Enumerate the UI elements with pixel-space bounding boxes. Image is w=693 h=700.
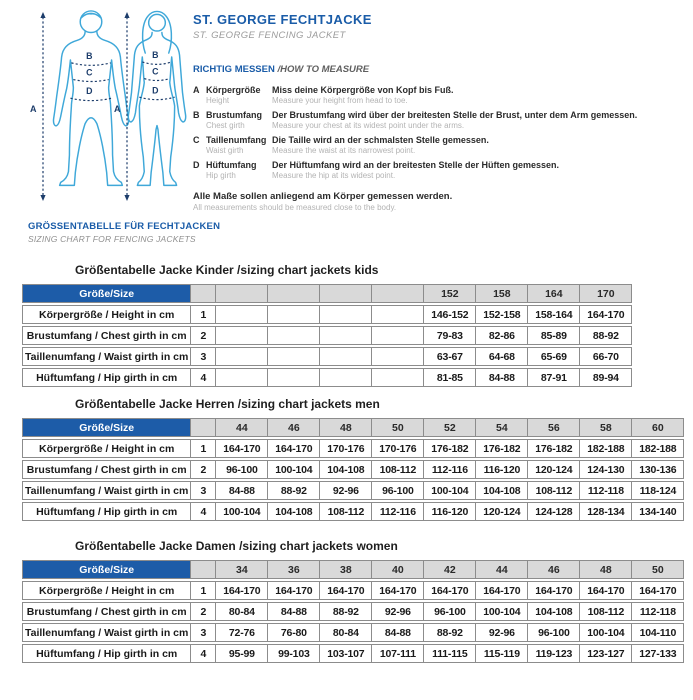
size-value-cell: 115-119 <box>476 644 528 663</box>
size-value-cell: 84-88 <box>268 602 320 621</box>
size-value-cell: 96-100 <box>372 481 424 500</box>
item-desc-en: Measure your height from head to toe. <box>272 96 408 105</box>
women-sizing-table <box>22 558 684 665</box>
size-value-cell: 112-118 <box>632 602 684 621</box>
table-row <box>22 368 632 387</box>
size-value-cell: 108-112 <box>580 602 632 621</box>
size-value-cell: 89-94 <box>580 368 632 387</box>
size-value-cell: 103-107 <box>320 644 372 663</box>
size-value-cell: 81-85 <box>424 368 476 387</box>
height-label-male: A <box>30 104 37 114</box>
size-value-cell: 100-104 <box>268 460 320 479</box>
row-number-cell: 4 <box>191 368 216 387</box>
male-figure <box>53 11 128 185</box>
item-letter: D <box>193 160 200 170</box>
chest-label-female: B <box>152 49 159 60</box>
measure-note <box>193 192 685 212</box>
measurement-row-label: Körpergröße / Height in cm <box>22 581 191 600</box>
size-column-header: 158 <box>476 284 528 303</box>
male-chest-line <box>71 63 110 65</box>
size-value-cell: 124-128 <box>528 502 580 521</box>
size-value-cell: 88-92 <box>580 326 632 345</box>
size-header-row <box>22 284 632 303</box>
size-value-cell: 88-92 <box>268 481 320 500</box>
note-english: All measurements should be measured close to the body. <box>193 203 397 212</box>
male-hip-line <box>70 98 111 100</box>
size-column-header: 36 <box>268 560 320 579</box>
size-value-cell: 76-80 <box>268 623 320 642</box>
table-row <box>22 644 684 663</box>
row-number-cell: 1 <box>191 439 216 458</box>
size-value-cell: 88-92 <box>320 602 372 621</box>
size-value-cell: 164-170 <box>372 581 424 600</box>
kids-sizing-section <box>22 263 632 389</box>
size-column-header: 170 <box>580 284 632 303</box>
male-waist-line <box>73 80 108 82</box>
size-value-cell: 65-69 <box>528 347 580 366</box>
measurement-row-label: Körpergröße / Height in cm <box>22 439 191 458</box>
size-value-cell: 182-188 <box>632 439 684 458</box>
size-value-cell: 120-124 <box>476 502 528 521</box>
brand-header <box>193 12 372 41</box>
size-corner-header: Größe/Size <box>22 418 191 437</box>
size-value-cell: 170-176 <box>372 439 424 458</box>
chest-label-male: B <box>86 50 93 61</box>
measurement-row-label: Brustumfang / Chest girth in cm <box>22 326 191 345</box>
size-value-cell: 100-104 <box>216 502 268 521</box>
size-column-header: 54 <box>476 418 528 437</box>
men-table-title: Größentabelle Jacke Herren /sizing chart jackets men <box>75 397 380 411</box>
size-value-cell: 176-182 <box>424 439 476 458</box>
size-value-cell: 84-88 <box>372 623 424 642</box>
size-value-cell: 164-170 <box>476 581 528 600</box>
note-german: Alle Maße sollen anliegend am Körper gemessen werden. <box>193 191 453 202</box>
measure-item-waist <box>193 135 685 155</box>
size-value-cell <box>372 368 424 387</box>
item-term-de: Brustumfang <box>206 110 262 120</box>
size-value-cell: 96-100 <box>424 602 476 621</box>
size-value-cell: 128-134 <box>580 502 632 521</box>
heading-german: RICHTIG MESSEN <box>193 64 275 75</box>
size-value-cell: 87-91 <box>528 368 580 387</box>
size-column-header: 152 <box>424 284 476 303</box>
size-value-cell: 123-127 <box>580 644 632 663</box>
size-value-cell: 85-89 <box>528 326 580 345</box>
size-value-cell: 158-164 <box>528 305 580 324</box>
row-number-cell: 3 <box>191 347 216 366</box>
size-value-cell <box>216 305 268 324</box>
size-value-cell: 63-67 <box>424 347 476 366</box>
size-value-cell: 80-84 <box>320 623 372 642</box>
size-value-cell: 84-88 <box>476 368 528 387</box>
height-label-female: A <box>114 104 121 114</box>
table-row <box>22 502 684 521</box>
size-value-cell: 176-182 <box>528 439 580 458</box>
hip-label-male: D <box>86 86 93 97</box>
item-desc-en: Measure the waist at its narrowest point. <box>272 146 416 155</box>
size-value-cell: 92-96 <box>372 602 424 621</box>
size-value-cell: 164-170 <box>528 581 580 600</box>
size-value-cell: 104-108 <box>476 481 528 500</box>
size-value-cell: 96-100 <box>216 460 268 479</box>
size-column-header: 50 <box>372 418 424 437</box>
size-value-cell: 116-120 <box>424 502 476 521</box>
size-value-cell: 164-170 <box>320 581 372 600</box>
item-desc-de: Miss deine Körpergröße von Kopf bis Fuß. <box>272 85 454 95</box>
size-column-header: 40 <box>372 560 424 579</box>
size-value-cell: 152-158 <box>476 305 528 324</box>
size-value-cell <box>268 305 320 324</box>
size-value-cell: 100-104 <box>424 481 476 500</box>
row-number-cell: 1 <box>191 305 216 324</box>
size-value-cell: 82-86 <box>476 326 528 345</box>
size-value-cell: 108-112 <box>320 502 372 521</box>
heading-english: /HOW TO MEASURE <box>274 64 370 75</box>
size-column-header: 48 <box>320 418 372 437</box>
size-value-cell: 108-112 <box>528 481 580 500</box>
measurement-row-label: Taillenumfang / Waist girth in cm <box>22 623 191 642</box>
size-value-cell <box>320 326 372 345</box>
item-desc-en: Measure your chest at its widest point under the arms. <box>272 121 465 130</box>
size-value-cell: 119-123 <box>528 644 580 663</box>
table-row <box>22 581 684 600</box>
size-value-cell <box>216 347 268 366</box>
item-desc-de: Der Hüftumfang wird an der breitesten Stelle der Hüften gemessen. <box>272 160 560 170</box>
item-desc-de: Der Brustumfang wird über der breitesten Stelle der Brust, unter dem Arm gemessen. <box>272 110 638 120</box>
item-term-en: Chest girth <box>206 121 245 130</box>
size-value-cell <box>320 347 372 366</box>
sizing-chart-heading <box>28 221 220 244</box>
item-term-en: Height <box>206 96 230 105</box>
body-measurement-figures <box>18 6 193 206</box>
item-term-de: Körpergröße <box>206 85 261 95</box>
item-term-de: Taillenumfang <box>206 135 267 145</box>
size-header-row <box>22 560 684 579</box>
table-row <box>22 602 684 621</box>
measurement-row-label: Hüftumfang / Hip girth in cm <box>22 502 191 521</box>
female-waist-line <box>144 79 169 81</box>
hip-label-female: D <box>152 85 159 96</box>
row-number-header <box>191 284 216 303</box>
table-row <box>22 623 684 642</box>
item-letter: A <box>193 85 200 95</box>
size-value-cell: 79-83 <box>424 326 476 345</box>
size-value-cell: 100-104 <box>580 623 632 642</box>
size-value-cell: 164-170 <box>268 581 320 600</box>
size-value-cell: 104-108 <box>320 460 372 479</box>
item-desc-de: Die Taille wird an der schmalsten Stelle gemessen. <box>272 135 489 145</box>
size-column-header: 46 <box>268 418 320 437</box>
row-number-cell: 3 <box>191 623 216 642</box>
size-value-cell: 176-182 <box>476 439 528 458</box>
kids-sizing-table <box>22 282 632 389</box>
size-value-cell: 92-96 <box>320 481 372 500</box>
how-to-measure-section <box>193 64 685 212</box>
size-value-cell: 146-152 <box>424 305 476 324</box>
size-value-cell: 104-108 <box>528 602 580 621</box>
measurement-row-label: Taillenumfang / Waist girth in cm <box>22 481 191 500</box>
item-term-en: Hip girth <box>206 171 236 180</box>
size-value-cell <box>372 347 424 366</box>
size-value-cell: 164-170 <box>216 439 268 458</box>
measurement-row-label: Brustumfang / Chest girth in cm <box>22 602 191 621</box>
measurement-row-label: Brustumfang / Chest girth in cm <box>22 460 191 479</box>
size-corner-header: Größe/Size <box>22 284 191 303</box>
size-column-header: 42 <box>424 560 476 579</box>
row-number-cell: 2 <box>191 460 216 479</box>
size-value-cell <box>216 326 268 345</box>
size-value-cell: 118-124 <box>632 481 684 500</box>
size-column-header: 46 <box>528 560 580 579</box>
size-value-cell: 107-111 <box>372 644 424 663</box>
table-row <box>22 481 684 500</box>
size-column-header: 44 <box>216 418 268 437</box>
item-term-en: Waist girth <box>206 146 244 155</box>
page-subtitle: ST. GEORGE FENCING JACKET <box>193 30 346 41</box>
size-value-cell: 112-116 <box>372 502 424 521</box>
female-hair <box>143 11 172 53</box>
measurement-row-label: Hüftumfang / Hip girth in cm <box>22 368 191 387</box>
size-value-cell <box>216 368 268 387</box>
size-column-header <box>216 284 268 303</box>
item-letter: B <box>193 110 200 120</box>
size-column-header <box>372 284 424 303</box>
size-value-cell: 164-170 <box>268 439 320 458</box>
size-header-row <box>22 418 684 437</box>
row-number-cell: 3 <box>191 481 216 500</box>
size-value-cell: 80-84 <box>216 602 268 621</box>
page-title: ST. GEORGE FECHTJACKE <box>193 12 372 27</box>
size-value-cell: 88-92 <box>424 623 476 642</box>
how-to-measure-heading <box>193 64 685 75</box>
size-value-cell: 134-140 <box>632 502 684 521</box>
size-value-cell: 96-100 <box>528 623 580 642</box>
size-value-cell: 72-76 <box>216 623 268 642</box>
measure-item-hip <box>193 160 685 180</box>
size-value-cell: 164-170 <box>216 581 268 600</box>
size-value-cell: 130-136 <box>632 460 684 479</box>
size-value-cell: 120-124 <box>528 460 580 479</box>
size-value-cell: 127-133 <box>632 644 684 663</box>
size-value-cell: 100-104 <box>476 602 528 621</box>
size-column-header: 38 <box>320 560 372 579</box>
row-number-cell: 1 <box>191 581 216 600</box>
item-desc-en: Measure the hip at its widest point. <box>272 171 396 180</box>
size-value-cell: 170-176 <box>320 439 372 458</box>
size-value-cell: 112-118 <box>580 481 632 500</box>
size-column-header: 48 <box>580 560 632 579</box>
row-number-header <box>191 560 216 579</box>
table-row <box>22 347 632 366</box>
size-value-cell: 111-115 <box>424 644 476 663</box>
size-value-cell: 104-110 <box>632 623 684 642</box>
size-corner-header: Größe/Size <box>22 560 191 579</box>
table-row <box>22 439 684 458</box>
size-value-cell: 95-99 <box>216 644 268 663</box>
measurement-row-label: Hüftumfang / Hip girth in cm <box>22 644 191 663</box>
row-number-cell: 4 <box>191 502 216 521</box>
item-term-de: Hüftumfang <box>206 160 257 170</box>
table-row <box>22 326 632 345</box>
size-value-cell <box>320 368 372 387</box>
waist-label-female: C <box>152 66 159 77</box>
size-value-cell: 66-70 <box>580 347 632 366</box>
item-letter: C <box>193 135 200 145</box>
size-column-header: 44 <box>476 560 528 579</box>
measure-item-height <box>193 85 685 105</box>
female-figure <box>128 11 185 185</box>
women-table-title: Größentabelle Jacke Damen /sizing chart jackets women <box>75 539 398 553</box>
measure-item-chest <box>193 110 685 130</box>
size-value-cell: 182-188 <box>580 439 632 458</box>
size-column-header <box>320 284 372 303</box>
size-column-header: 164 <box>528 284 580 303</box>
measurement-row-label: Taillenumfang / Waist girth in cm <box>22 347 191 366</box>
sizing-heading-german: GRÖSSENTABELLE FÜR FECHTJACKEN <box>28 221 221 232</box>
size-value-cell: 64-68 <box>476 347 528 366</box>
size-value-cell: 164-170 <box>424 581 476 600</box>
size-value-cell: 99-103 <box>268 644 320 663</box>
size-value-cell: 112-116 <box>424 460 476 479</box>
size-value-cell: 164-170 <box>580 305 632 324</box>
size-column-header: 58 <box>580 418 632 437</box>
men-sizing-section <box>22 397 684 523</box>
table-row <box>22 305 632 324</box>
size-value-cell: 104-108 <box>268 502 320 521</box>
sizing-heading-english: SIZING CHART FOR FENCING JACKETS <box>28 234 196 244</box>
measurement-row-label: Körpergröße / Height in cm <box>22 305 191 324</box>
row-number-header <box>191 418 216 437</box>
row-number-cell: 2 <box>191 602 216 621</box>
size-column-header: 52 <box>424 418 476 437</box>
size-value-cell <box>268 326 320 345</box>
size-value-cell: 108-112 <box>372 460 424 479</box>
size-value-cell <box>268 368 320 387</box>
size-value-cell: 164-170 <box>632 581 684 600</box>
size-column-header: 60 <box>632 418 684 437</box>
size-value-cell: 164-170 <box>580 581 632 600</box>
size-value-cell <box>372 326 424 345</box>
size-value-cell <box>320 305 372 324</box>
row-number-cell: 2 <box>191 326 216 345</box>
table-row <box>22 460 684 479</box>
row-number-cell: 4 <box>191 644 216 663</box>
women-sizing-section <box>22 539 684 665</box>
size-value-cell: 116-120 <box>476 460 528 479</box>
height-arrow-male <box>30 12 46 201</box>
size-column-header: 34 <box>216 560 268 579</box>
waist-label-male: C <box>86 67 93 78</box>
size-value-cell: 124-130 <box>580 460 632 479</box>
female-hip-line <box>139 97 174 99</box>
size-value-cell <box>372 305 424 324</box>
kids-table-title: Größentabelle Jacke Kinder /sizing chart jackets kids <box>75 263 379 277</box>
height-arrow-female <box>114 12 130 201</box>
size-value-cell: 92-96 <box>476 623 528 642</box>
men-sizing-table <box>22 416 684 523</box>
size-column-header: 50 <box>632 560 684 579</box>
size-value-cell: 84-88 <box>216 481 268 500</box>
size-value-cell <box>268 347 320 366</box>
female-chest-line <box>142 62 171 64</box>
size-column-header <box>268 284 320 303</box>
size-column-header: 56 <box>528 418 580 437</box>
